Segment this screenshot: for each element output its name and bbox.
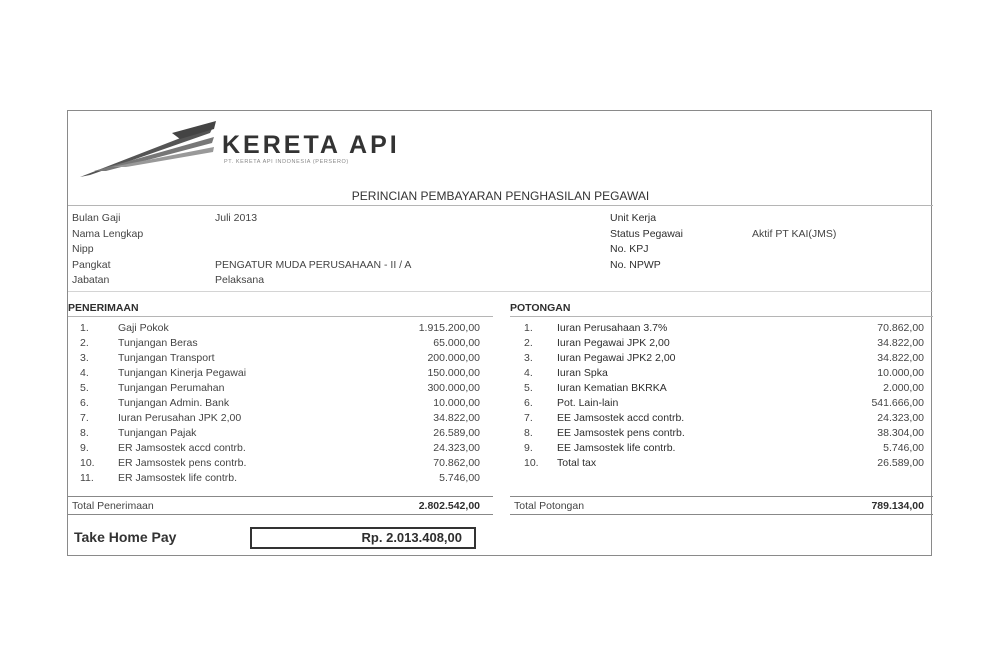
- penerimaan-item-name: Tunjangan Pajak: [118, 427, 197, 439]
- info-value: Aktif PT KAI(JMS): [752, 227, 837, 240]
- penerimaan-item-amount: 5.746,00: [439, 472, 480, 484]
- potongan-header-line: [510, 316, 933, 317]
- potongan-item-name: EE Jamsostek accd contrb.: [557, 412, 685, 424]
- penerimaan-item-name: Tunjangan Transport: [118, 352, 215, 364]
- potongan-item-amount: 34.822,00: [877, 352, 924, 364]
- potongan-item-name: Iuran Pegawai JPK 2,00: [557, 337, 670, 349]
- penerimaan-item-no: 7.: [80, 412, 89, 424]
- potongan-item-amount: 541.666,00: [871, 397, 924, 409]
- brand-name: KERETA API: [222, 131, 400, 159]
- info-label: Pangkat: [72, 258, 111, 271]
- potongan-item-amount: 5.746,00: [883, 442, 924, 454]
- potongan-item-no: 1.: [524, 322, 533, 334]
- penerimaan-item-no: 1.: [80, 322, 89, 334]
- slip-title: PERINCIAN PEMBAYARAN PENGHASILAN PEGAWAI: [351, 189, 650, 203]
- penerimaan-item-amount: 150.000,00: [427, 367, 480, 379]
- info-label: Unit Kerja: [610, 212, 657, 224]
- penerimaan-item-name: Tunjangan Perumahan: [118, 382, 225, 394]
- penerimaan-item-name: Iuran Perusahan JPK 2,00: [118, 412, 242, 424]
- divider: [68, 291, 933, 292]
- info-label: No. KPJ: [610, 243, 649, 255]
- penerimaan-item-no: 8.: [80, 427, 89, 439]
- penerimaan-item-amount: 300.000,00: [427, 382, 480, 394]
- penerimaan-item-amount: 24.323,00: [433, 442, 480, 454]
- penerimaan-item-amount: 70.862,00: [433, 457, 480, 469]
- potongan-item-no: 10.: [524, 457, 539, 469]
- potongan-item-name: Iuran Perusahaan 3.7%: [557, 322, 668, 334]
- potongan-item-name: EE Jamsostek life contrb.: [557, 442, 676, 454]
- penerimaan-item-name: ER Jamsostek pens contrb.: [118, 457, 247, 469]
- penerimaan-total-line: [68, 496, 493, 497]
- potongan-total-bottom-line: [510, 514, 933, 515]
- penerimaan-item-no: 10.: [80, 457, 95, 469]
- penerimaan-item-name: Tunjangan Beras: [118, 337, 198, 349]
- potongan-item-name: EE Jamsostek pens contrb.: [557, 427, 685, 439]
- penerimaan-item-amount: 65.000,00: [433, 337, 480, 349]
- info-label: Status Pegawai: [610, 227, 683, 240]
- penerimaan-item-no: 5.: [80, 382, 89, 394]
- info-value: PENGATUR MUDA PERUSAHAAN - II / A: [215, 258, 412, 271]
- info-value: Juli 2013: [215, 212, 258, 224]
- potongan-item-no: 5.: [524, 382, 533, 394]
- penerimaan-item-name: Tunjangan Kinerja Pegawai: [118, 367, 247, 379]
- potongan-item-no: 3.: [524, 352, 533, 364]
- potongan-item-amount: 2.000,00: [883, 382, 924, 394]
- potongan-item-name: Pot. Lain-lain: [557, 397, 619, 409]
- potongan-heading: POTONGAN: [510, 302, 571, 314]
- penerimaan-item-amount: 34.822,00: [433, 412, 480, 424]
- penerimaan-item-no: 4.: [80, 367, 89, 379]
- potongan-item-name: Iuran Pegawai JPK2 2,00: [557, 352, 676, 364]
- total-penerimaan-label: Total Penerimaan: [72, 500, 154, 512]
- potongan-item-no: 2.: [524, 337, 533, 349]
- potongan-item-name: Total tax: [557, 457, 597, 469]
- penerimaan-item-name: Gaji Pokok: [118, 322, 169, 334]
- potongan-item-amount: 24.323,00: [877, 412, 924, 424]
- kereta-api-logo: [76, 119, 216, 179]
- penerimaan-item-amount: 1.915.200,00: [418, 322, 480, 334]
- penerimaan-item-amount: 26.589,00: [433, 427, 480, 439]
- potongan-item-amount: 38.304,00: [877, 427, 924, 439]
- salary-slip: [67, 110, 932, 556]
- brand-subtitle: PT. KERETA API INDONESIA (PERSERO): [224, 159, 349, 165]
- total-potongan-value: 789.134,00: [871, 500, 924, 512]
- potongan-item-no: 8.: [524, 427, 533, 439]
- total-penerimaan-value: 2.802.542,00: [418, 500, 480, 512]
- total-potongan-label: Total Potongan: [514, 500, 585, 512]
- info-label: Bulan Gaji: [72, 212, 121, 224]
- penerimaan-item-no: 9.: [80, 442, 89, 454]
- potongan-item-amount: 26.589,00: [877, 457, 924, 469]
- potongan-item-no: 6.: [524, 397, 533, 409]
- take-home-pay-label: Take Home Pay: [74, 529, 177, 545]
- potongan-item-amount: 34.822,00: [877, 337, 924, 349]
- penerimaan-item-no: 2.: [80, 337, 89, 349]
- info-label: No. NPWP: [610, 258, 661, 271]
- penerimaan-item-amount: 200.000,00: [427, 352, 480, 364]
- penerimaan-heading: PENERIMAAN: [68, 302, 139, 314]
- penerimaan-item-amount: 10.000,00: [433, 397, 480, 409]
- info-label: Nipp: [72, 243, 94, 255]
- info-label: Jabatan: [72, 274, 110, 286]
- penerimaan-total-bottom-line: [68, 514, 493, 515]
- penerimaan-item-name: ER Jamsostek accd contrb.: [118, 442, 246, 454]
- penerimaan-item-no: 3.: [80, 352, 89, 364]
- info-label: Nama Lengkap: [72, 227, 144, 240]
- potongan-item-no: 4.: [524, 367, 533, 379]
- potongan-total-line: [510, 496, 933, 497]
- potongan-item-name: Iuran Kematian BKRKA: [557, 382, 667, 394]
- penerimaan-item-name: Tunjangan Admin. Bank: [118, 397, 230, 409]
- info-value: Pelaksana: [215, 274, 265, 286]
- potongan-item-amount: 10.000,00: [877, 367, 924, 379]
- potongan-item-name: Iuran Spka: [557, 367, 608, 379]
- potongan-item-amount: 70.862,00: [877, 322, 924, 334]
- penerimaan-item-no: 11.: [80, 472, 94, 484]
- potongan-item-no: 7.: [524, 412, 533, 424]
- take-home-pay-value: Rp. 2.013.408,00: [250, 527, 476, 549]
- potongan-item-no: 9.: [524, 442, 533, 454]
- penerimaan-item-name: ER Jamsostek life contrb.: [118, 472, 238, 484]
- penerimaan-header-line: [68, 316, 493, 317]
- penerimaan-item-no: 6.: [80, 397, 89, 409]
- divider: [68, 205, 933, 206]
